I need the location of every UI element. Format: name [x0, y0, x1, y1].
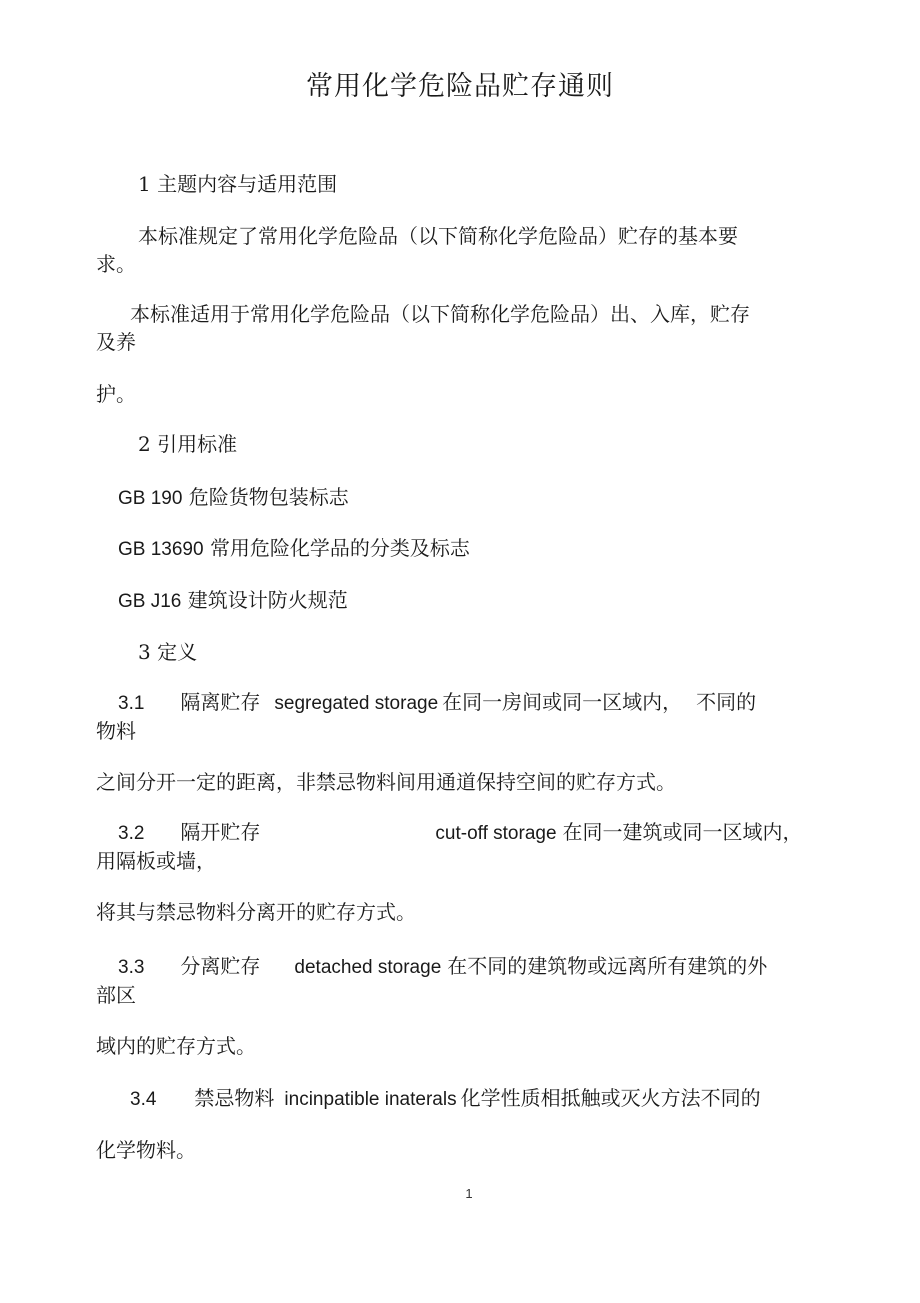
reference-name: 建筑设计防火规范 — [187, 588, 348, 612]
reference-name: 常用危险化学品的分类及标志 — [209, 536, 470, 560]
reference-code: GB 190 — [118, 488, 183, 509]
definition-text: 在同一建筑或同一区域内， — [562, 820, 803, 844]
section-1-paragraph-2-line-1: 本标准适用于常用化学危险品（以下简称化学危险品）出、入库，贮存 — [130, 302, 750, 326]
definition-3-3-line-3: 域内的贮存方式。 — [96, 1034, 256, 1058]
section-1-paragraph-1-line-1: 本标准规定了常用化学危险品（以下简称化学危险品）贮存的基本要 — [138, 224, 738, 248]
definition-english-term: detached storage — [294, 957, 442, 978]
definition-3-1-line-2: 物料 — [96, 719, 136, 743]
definition-text: 在同一房间或同一区域内， — [442, 690, 683, 714]
definition-number: 3.1 — [118, 693, 145, 714]
definition-3-2-line-1 — [118, 820, 803, 846]
section-1-heading: 1 主题内容与适用范围 — [138, 172, 338, 196]
definition-3-3-line-1 — [118, 954, 767, 980]
definition-term: 分离贮存 — [180, 954, 261, 978]
definition-3-3-line-2: 部区 — [96, 983, 136, 1007]
definition-text: 在不同的建筑物或远离所有建筑的外 — [447, 954, 768, 978]
definition-term: 隔开贮存 — [180, 820, 261, 844]
definition-3-4-line-1 — [130, 1086, 761, 1112]
section-1-paragraph-2-line-2: 及养 — [96, 330, 136, 354]
definition-text-continued: 不同的 — [696, 690, 757, 714]
definition-text: 化学性质相抵触或灭火方法不同的 — [460, 1086, 761, 1110]
section-2-heading: 2 引用标准 — [138, 432, 238, 456]
definition-english-term: incinpatible inaterals — [284, 1089, 457, 1110]
section-1-paragraph-1-line-2: 求。 — [96, 252, 136, 276]
definition-3-2-line-2: 用隔板或墙， — [96, 849, 216, 873]
reference-name: 危险货物包装标志 — [188, 485, 349, 509]
reference-code: GB 13690 — [118, 539, 204, 560]
document-title: 常用化学危险品贮存通则 — [306, 71, 614, 102]
definition-3-1-line-3: 之间分开一定的距离，非禁忌物料间用通道保持空间的贮存方式。 — [96, 770, 676, 794]
definition-term: 隔离贮存 — [180, 690, 261, 714]
page-number: 1 — [465, 1186, 473, 1201]
reference-item — [118, 485, 349, 511]
definition-3-1-line-1 — [118, 690, 756, 716]
reference-item — [118, 536, 470, 562]
definition-3-4-line-2: 化学物料。 — [96, 1138, 196, 1162]
reference-item — [118, 588, 348, 614]
definition-english-term: segregated storage — [274, 693, 439, 714]
definition-number: 3.4 — [130, 1089, 157, 1110]
definition-3-2-line-3: 将其与禁忌物料分离开的贮存方式。 — [96, 900, 416, 924]
definition-number: 3.3 — [118, 957, 145, 978]
section-1-paragraph-2-line-3: 护。 — [96, 382, 136, 406]
definition-english-term: cut-off storage — [435, 823, 557, 844]
reference-code: GB J16 — [118, 591, 182, 612]
definition-number: 3.2 — [118, 823, 145, 844]
section-3-heading: 3 定义 — [138, 640, 198, 664]
definition-term: 禁忌物料 — [194, 1086, 275, 1110]
